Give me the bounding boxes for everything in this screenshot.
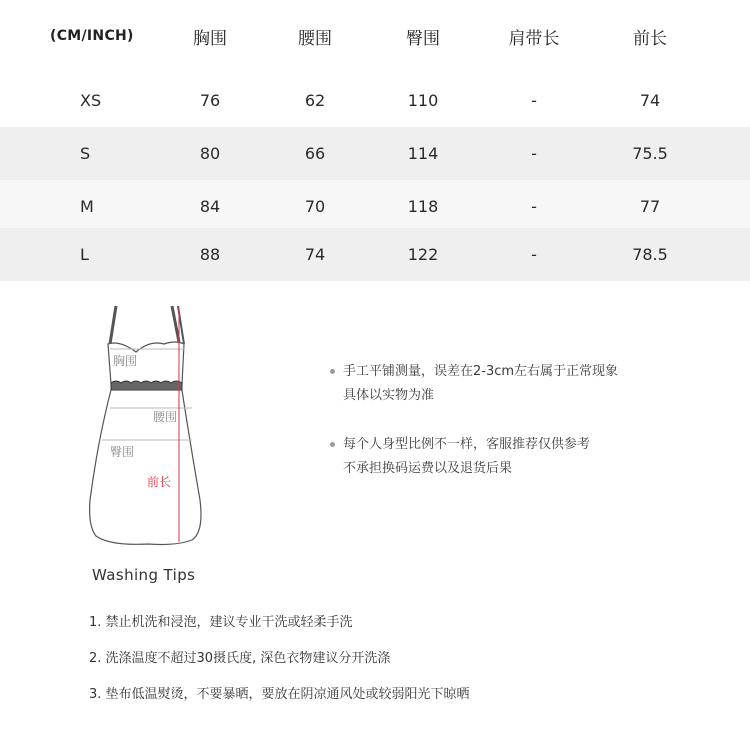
front-length-value: 77 bbox=[639, 197, 661, 216]
waist-value: 62 bbox=[304, 91, 326, 110]
bust-value: 80 bbox=[199, 144, 221, 163]
list-item: 1. 禁止机洗和浸泡，建议专业干洗或轻柔手洗 bbox=[89, 615, 353, 630]
header-bust: 胸围 bbox=[193, 28, 227, 49]
strap-value: - bbox=[531, 91, 537, 110]
waist-label: 腰围 bbox=[153, 410, 178, 424]
note-line: 具体以实物为准 bbox=[343, 388, 435, 403]
note-line: 不承担换码运费以及退货后果 bbox=[343, 461, 513, 476]
size-label: M bbox=[80, 197, 94, 216]
list-item bbox=[330, 360, 690, 408]
bust-value: 88 bbox=[199, 245, 221, 264]
dress-measurement-diagram bbox=[80, 300, 220, 550]
dress-outline-illustration bbox=[80, 300, 220, 550]
table-row bbox=[0, 127, 750, 180]
note-line: 每个人身型比例不一样，客服推荐仅供参考 bbox=[343, 437, 591, 452]
waist-value: 74 bbox=[304, 245, 326, 264]
list-item: 2. 洗涤温度不超过30摄氏度, 深色衣物建议分开洗涤 bbox=[89, 651, 391, 666]
size-label: S bbox=[80, 144, 91, 163]
washing-tips-title: Washing Tips bbox=[92, 566, 196, 584]
strap-value: - bbox=[531, 245, 537, 264]
strap-value: - bbox=[531, 197, 537, 216]
front-length-value: 78.5 bbox=[632, 245, 668, 264]
front-length-label: 前长 bbox=[147, 475, 172, 489]
table-header bbox=[0, 10, 750, 62]
front-length-value: 75.5 bbox=[632, 144, 668, 163]
strap-value: - bbox=[531, 144, 537, 163]
bust-value: 84 bbox=[199, 197, 221, 216]
hip-value: 110 bbox=[407, 91, 439, 110]
front-length-value: 74 bbox=[639, 91, 661, 110]
header-hip: 臀围 bbox=[406, 28, 440, 49]
hip-value: 122 bbox=[407, 245, 439, 264]
bust-label: 胸围 bbox=[113, 354, 138, 368]
header-waist: 腰围 bbox=[298, 28, 332, 49]
bullet-dot-icon bbox=[330, 369, 335, 374]
table-row bbox=[0, 180, 750, 233]
note-line: 手工平铺测量，误差在2-3cm左右属于正常现象 bbox=[343, 364, 619, 379]
hip-value: 114 bbox=[407, 144, 439, 163]
waist-value: 70 bbox=[304, 197, 326, 216]
hip-value: 118 bbox=[407, 197, 439, 216]
list-item bbox=[330, 433, 690, 481]
header-unit: (CM/INCH) bbox=[50, 28, 134, 44]
table-row bbox=[0, 228, 750, 281]
hip-label: 臀围 bbox=[110, 445, 135, 459]
table-row bbox=[0, 74, 750, 127]
list-item: 3. 垫布低温熨烫，不要暴晒，要放在阴凉通风处或较弱阳光下晾晒 bbox=[89, 687, 470, 702]
bust-value: 76 bbox=[199, 91, 221, 110]
header-front-length: 前长 bbox=[633, 28, 667, 49]
bullet-dot-icon bbox=[330, 442, 335, 447]
size-label: XS bbox=[80, 91, 102, 110]
washing-tips-list bbox=[89, 612, 470, 720]
waist-value: 66 bbox=[304, 144, 326, 163]
header-strap-length: 肩带长 bbox=[508, 28, 560, 49]
measurement-notes bbox=[330, 360, 690, 506]
size-label: L bbox=[80, 245, 89, 264]
